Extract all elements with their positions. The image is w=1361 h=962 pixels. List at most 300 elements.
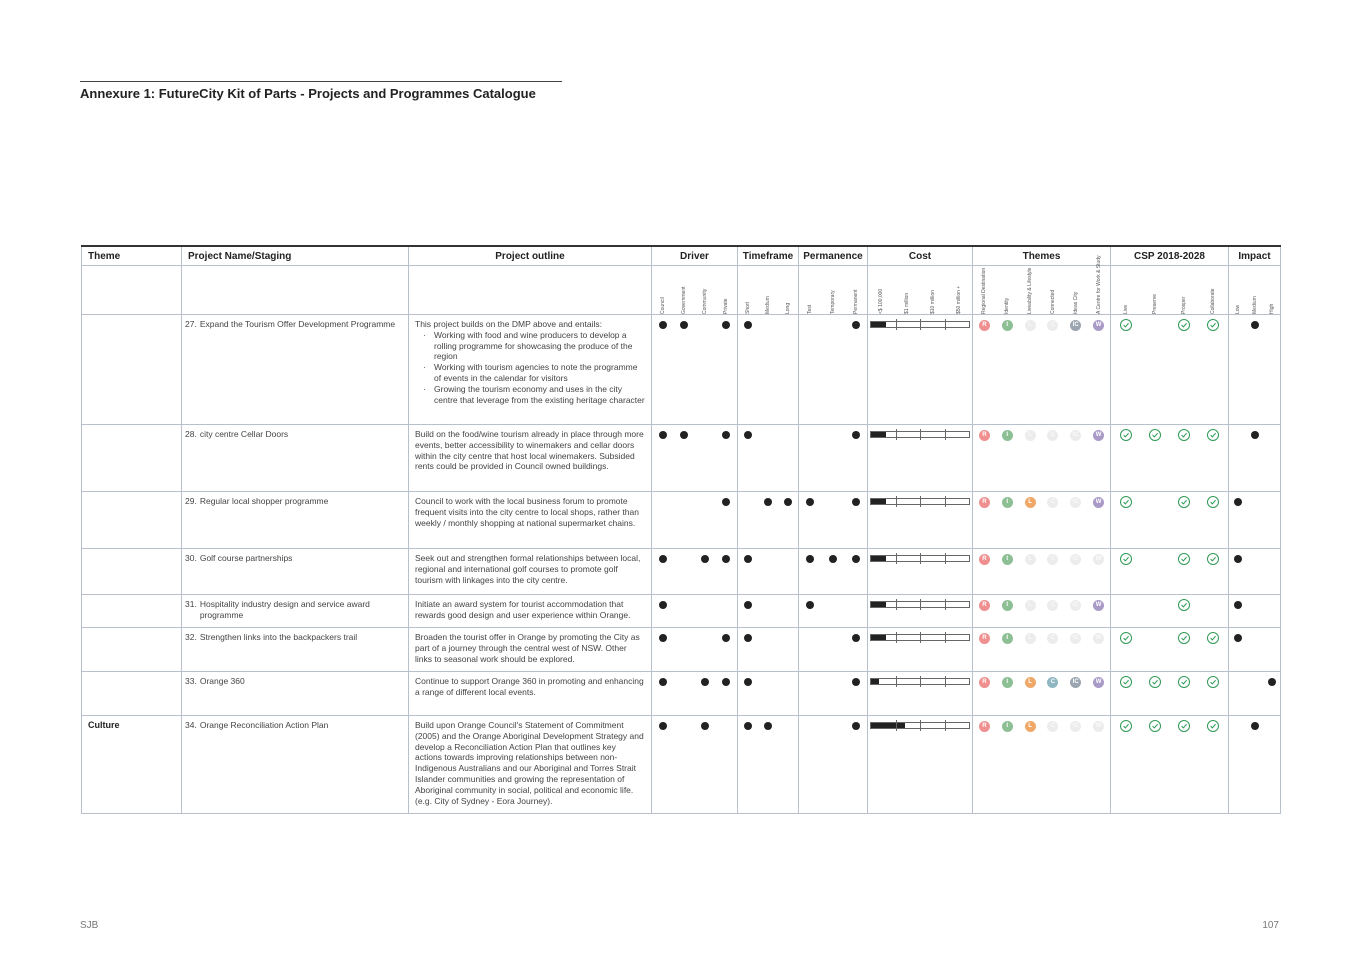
row-themes bbox=[973, 716, 1111, 814]
driver-dot bbox=[722, 678, 730, 686]
impact-slot bbox=[1247, 496, 1263, 508]
theme-badge-c: C bbox=[1047, 320, 1058, 331]
driver-dot bbox=[722, 431, 730, 439]
csp-slot bbox=[1147, 676, 1163, 688]
timeframe-slot bbox=[740, 676, 756, 688]
impact-dot bbox=[1251, 321, 1259, 329]
row-impact bbox=[1229, 549, 1281, 595]
row-timeframe bbox=[738, 628, 799, 672]
driver-slot bbox=[655, 599, 671, 611]
timeframe-marks bbox=[738, 628, 798, 644]
themes-slot bbox=[1091, 429, 1107, 441]
timeframe-marks bbox=[738, 672, 798, 688]
driver-dot bbox=[722, 634, 730, 642]
row-driver bbox=[652, 549, 738, 595]
themes-slot bbox=[999, 676, 1015, 688]
cost-tick bbox=[920, 720, 921, 731]
row-permanence bbox=[799, 549, 868, 595]
csp-slot bbox=[1205, 676, 1221, 688]
themes-slot bbox=[1068, 319, 1084, 331]
themes-slot bbox=[1045, 496, 1061, 508]
cost-tick bbox=[920, 599, 921, 610]
outline-list bbox=[415, 330, 645, 406]
row-cost bbox=[868, 716, 973, 814]
permanence-dot bbox=[852, 498, 860, 506]
themes-slot bbox=[1022, 319, 1038, 331]
theme-badge-r: R bbox=[979, 554, 990, 565]
table-row bbox=[82, 595, 1281, 628]
subheader-label: Collaborate bbox=[1210, 288, 1217, 314]
permanence-marks bbox=[799, 549, 867, 565]
driver-slot bbox=[676, 599, 692, 611]
table-row bbox=[82, 492, 1281, 549]
driver-slot bbox=[676, 553, 692, 565]
page-title: Annexure 1: FutureCity Kit of Parts - Projects and Programmes Catalogue bbox=[80, 86, 536, 101]
timeframe-slot bbox=[780, 496, 796, 508]
table-row bbox=[82, 628, 1281, 672]
theme-badge-ic: IC bbox=[1070, 677, 1081, 688]
driver-marks bbox=[652, 716, 737, 732]
theme-badge-r: R bbox=[979, 320, 990, 331]
check-icon bbox=[1209, 634, 1217, 642]
theme-badge-w: W bbox=[1093, 677, 1104, 688]
cost-tick bbox=[920, 553, 921, 564]
check-icon bbox=[1122, 498, 1130, 506]
theme-badge-c: C bbox=[1047, 554, 1058, 565]
driver-slot bbox=[676, 496, 692, 508]
csp-slot bbox=[1176, 676, 1192, 688]
row-number: 32. bbox=[185, 632, 197, 642]
check-icon bbox=[1122, 722, 1130, 730]
row-outline bbox=[409, 672, 652, 716]
row-permanence bbox=[799, 492, 868, 549]
themes-slot bbox=[1022, 553, 1038, 565]
csp-marks bbox=[1111, 492, 1228, 508]
row-number: 33. bbox=[185, 676, 197, 686]
theme-badge-l: L bbox=[1025, 600, 1036, 611]
row-impact bbox=[1229, 628, 1281, 672]
row-timeframe bbox=[738, 492, 799, 549]
check-icon bbox=[1180, 431, 1188, 439]
header-csp: CSP 2018-2028 bbox=[1111, 246, 1229, 266]
impact-slot bbox=[1264, 429, 1280, 441]
row-project-name bbox=[182, 315, 409, 425]
check-circle-icon bbox=[1178, 319, 1190, 331]
outline-text: Seek out and strengthen formal relationships between local, regional and international golf courses to promote golf tourism with linkages into the city centre. bbox=[415, 553, 641, 585]
cost-tick bbox=[920, 676, 921, 687]
permanence-marks bbox=[799, 716, 867, 732]
driver-slot bbox=[697, 632, 713, 644]
themes-marks bbox=[973, 549, 1110, 565]
row-impact bbox=[1229, 425, 1281, 492]
timeframe-marks bbox=[738, 315, 798, 331]
permanence-slot bbox=[802, 429, 818, 441]
driver-dot bbox=[659, 678, 667, 686]
subheader-label: High bbox=[1268, 303, 1275, 314]
themes-slot bbox=[1045, 553, 1061, 565]
driver-slot bbox=[718, 720, 734, 732]
impact-dot bbox=[1268, 678, 1276, 686]
row-project-name bbox=[182, 672, 409, 716]
row-name-text: Orange 360 bbox=[199, 676, 245, 686]
row-number: 27. bbox=[185, 319, 197, 329]
themes-slot bbox=[1091, 496, 1107, 508]
impact-slot bbox=[1230, 720, 1246, 732]
timeframe-dot bbox=[744, 431, 752, 439]
check-circle-icon bbox=[1120, 676, 1132, 688]
themes-slot bbox=[1022, 599, 1038, 611]
cost-tick bbox=[920, 319, 921, 330]
timeframe-slot bbox=[740, 599, 756, 611]
header-cost: Cost bbox=[868, 246, 973, 266]
footer-left: SJB bbox=[80, 920, 99, 931]
themes-marks bbox=[973, 595, 1110, 611]
check-circle-icon bbox=[1120, 319, 1132, 331]
timeframe-dot bbox=[744, 555, 752, 563]
impact-marks bbox=[1229, 549, 1280, 565]
driver-dot bbox=[659, 601, 667, 609]
cost-bar bbox=[870, 678, 970, 685]
themes-slot bbox=[976, 720, 992, 732]
timeframe-slot bbox=[760, 319, 776, 331]
themes-slot bbox=[976, 553, 992, 565]
subheader-permanence bbox=[799, 266, 868, 315]
check-circle-icon bbox=[1120, 632, 1132, 644]
row-permanence bbox=[799, 628, 868, 672]
check-icon bbox=[1180, 634, 1188, 642]
theme-badge-c: C bbox=[1047, 633, 1058, 644]
row-timeframe bbox=[738, 549, 799, 595]
driver-slot bbox=[676, 676, 692, 688]
permanence-dot bbox=[852, 678, 860, 686]
timeframe-slot bbox=[780, 319, 796, 331]
theme-badge-ic: IC bbox=[1070, 721, 1081, 732]
theme-badge-l: L bbox=[1025, 721, 1036, 732]
subheader-timeframe bbox=[738, 266, 799, 315]
cost-bar bbox=[870, 321, 970, 328]
theme-badge-l: L bbox=[1025, 320, 1036, 331]
row-project-name bbox=[182, 549, 409, 595]
outline-text: Broaden the tourist offer in Orange by promoting the City as part of a journey through the central west of NSW. Other links to seasonal work should be explored. bbox=[415, 632, 640, 664]
timeframe-dot bbox=[744, 722, 752, 730]
cost-bar bbox=[870, 555, 970, 562]
subheader-label: Live bbox=[1122, 304, 1129, 314]
timeframe-marks bbox=[738, 549, 798, 565]
csp-slot bbox=[1118, 632, 1134, 644]
timeframe-slot bbox=[740, 632, 756, 644]
cost-bar-fill bbox=[871, 723, 905, 728]
driver-slot bbox=[676, 632, 692, 644]
row-outline bbox=[409, 595, 652, 628]
csp-slot bbox=[1176, 429, 1192, 441]
cost-bar-fill bbox=[871, 602, 886, 607]
theme-badge-r: R bbox=[979, 721, 990, 732]
permanence-dot bbox=[806, 555, 814, 563]
themes-slot bbox=[976, 676, 992, 688]
theme-badge-ic: IC bbox=[1070, 497, 1081, 508]
outline-text: Initiate an award system for tourist accommodation that rewards good design and user experience within Orange. bbox=[415, 599, 631, 620]
check-circle-icon bbox=[1120, 553, 1132, 565]
subheader-label: $50 million + bbox=[956, 285, 962, 314]
driver-marks bbox=[652, 425, 737, 441]
check-circle-icon bbox=[1178, 720, 1190, 732]
csp-slot bbox=[1147, 319, 1163, 331]
driver-dot bbox=[680, 431, 688, 439]
csp-slot bbox=[1205, 319, 1221, 331]
permanence-slot bbox=[802, 632, 818, 644]
csp-marks bbox=[1111, 595, 1228, 611]
themes-slot bbox=[1091, 676, 1107, 688]
subheader-impact bbox=[1229, 266, 1281, 315]
row-permanence bbox=[799, 315, 868, 425]
row-permanence bbox=[799, 595, 868, 628]
row-outline bbox=[409, 628, 652, 672]
timeframe-slot bbox=[780, 676, 796, 688]
subheader-label: Test bbox=[807, 304, 814, 314]
check-icon bbox=[1180, 601, 1188, 609]
check-circle-icon bbox=[1120, 429, 1132, 441]
cost-bar-fill bbox=[871, 679, 879, 684]
subheader-label: Low bbox=[1234, 304, 1241, 314]
impact-slot bbox=[1247, 599, 1263, 611]
driver-slot bbox=[655, 319, 671, 331]
theme-badge-l: L bbox=[1025, 677, 1036, 688]
check-circle-icon bbox=[1178, 553, 1190, 565]
cost-tick bbox=[896, 553, 897, 564]
csp-slot bbox=[1205, 496, 1221, 508]
timeframe-slot bbox=[760, 429, 776, 441]
header-themes: Themes bbox=[973, 246, 1111, 266]
header-driver: Driver bbox=[652, 246, 738, 266]
row-number: 31. bbox=[185, 599, 197, 609]
check-icon bbox=[1122, 678, 1130, 686]
timeframe-dot bbox=[744, 321, 752, 329]
row-cost bbox=[868, 315, 973, 425]
table-row bbox=[82, 425, 1281, 492]
check-icon bbox=[1122, 634, 1130, 642]
themes-slot bbox=[1045, 599, 1061, 611]
csp-slot bbox=[1176, 599, 1192, 611]
check-icon bbox=[1209, 321, 1217, 329]
subheader-label: $1 million bbox=[904, 292, 910, 314]
row-timeframe bbox=[738, 716, 799, 814]
permanence-slot bbox=[848, 429, 864, 441]
row-theme bbox=[82, 315, 182, 425]
subheader-label: Ideas City bbox=[1072, 291, 1079, 314]
driver-slot bbox=[718, 632, 734, 644]
cost-bar-fill bbox=[871, 499, 886, 504]
themes-slot bbox=[999, 496, 1015, 508]
csp-slot bbox=[1205, 429, 1221, 441]
impact-marks bbox=[1229, 492, 1280, 508]
check-circle-icon bbox=[1207, 319, 1219, 331]
driver-marks bbox=[652, 315, 737, 331]
csp-marks bbox=[1111, 672, 1228, 688]
theme-badge-w: W bbox=[1093, 554, 1104, 565]
impact-slot bbox=[1230, 599, 1246, 611]
driver-dot bbox=[701, 555, 709, 563]
theme-badge-r: R bbox=[979, 600, 990, 611]
row-project-name bbox=[182, 425, 409, 492]
driver-slot bbox=[697, 720, 713, 732]
permanence-slot bbox=[825, 599, 841, 611]
driver-marks bbox=[652, 492, 737, 508]
driver-slot bbox=[655, 632, 671, 644]
permanence-slot bbox=[802, 319, 818, 331]
impact-slot bbox=[1247, 632, 1263, 644]
cost-tick bbox=[896, 319, 897, 330]
csp-slot bbox=[1147, 496, 1163, 508]
csp-marks bbox=[1111, 716, 1228, 732]
cost-bar bbox=[870, 722, 970, 729]
themes-slot bbox=[1068, 720, 1084, 732]
csp-slot bbox=[1205, 599, 1221, 611]
permanence-slot bbox=[848, 319, 864, 331]
driver-slot bbox=[697, 496, 713, 508]
csp-slot bbox=[1147, 553, 1163, 565]
impact-marks bbox=[1229, 315, 1280, 331]
permanence-slot bbox=[848, 553, 864, 565]
impact-marks bbox=[1229, 716, 1280, 732]
theme-badge-i: I bbox=[1002, 677, 1013, 688]
driver-slot bbox=[697, 599, 713, 611]
driver-slot bbox=[676, 319, 692, 331]
subheader-label: A Centre for Work & Study bbox=[1095, 255, 1102, 314]
themes-slot bbox=[999, 720, 1015, 732]
driver-slot bbox=[718, 599, 734, 611]
outline-text: Council to work with the local business forum to promote frequent visits into the city centre to local shops, rather than weekly / monthly shopping at national supermarket chains. bbox=[415, 496, 639, 528]
row-theme bbox=[82, 492, 182, 549]
cost-tick bbox=[896, 676, 897, 687]
row-timeframe bbox=[738, 315, 799, 425]
row-timeframe bbox=[738, 672, 799, 716]
row-number: 34. bbox=[185, 720, 197, 730]
row-permanence bbox=[799, 425, 868, 492]
permanence-dot bbox=[806, 498, 814, 506]
row-csp bbox=[1111, 595, 1229, 628]
check-circle-icon bbox=[1207, 429, 1219, 441]
impact-slot bbox=[1247, 720, 1263, 732]
theme-badge-i: I bbox=[1002, 633, 1013, 644]
cost-tick bbox=[945, 553, 946, 564]
cost-tick bbox=[896, 429, 897, 440]
theme-badge-r: R bbox=[979, 677, 990, 688]
impact-slot bbox=[1247, 429, 1263, 441]
row-theme: Culture bbox=[82, 716, 182, 814]
subheader-blank bbox=[182, 266, 409, 315]
check-icon bbox=[1180, 498, 1188, 506]
theme-badge-i: I bbox=[1002, 497, 1013, 508]
themes-slot bbox=[1068, 676, 1084, 688]
theme-badge-r: R bbox=[979, 430, 990, 441]
row-themes bbox=[973, 672, 1111, 716]
driver-marks bbox=[652, 628, 737, 644]
csp-slot bbox=[1147, 429, 1163, 441]
timeframe-marks bbox=[738, 716, 798, 732]
driver-slot bbox=[697, 676, 713, 688]
themes-slot bbox=[999, 553, 1015, 565]
timeframe-slot bbox=[760, 720, 776, 732]
row-project-name bbox=[182, 595, 409, 628]
row-driver bbox=[652, 315, 738, 425]
timeframe-marks bbox=[738, 492, 798, 508]
row-outline bbox=[409, 315, 652, 425]
theme-badge-c: C bbox=[1047, 721, 1058, 732]
driver-dot bbox=[680, 321, 688, 329]
impact-slot bbox=[1230, 632, 1246, 644]
driver-dot bbox=[722, 321, 730, 329]
check-circle-icon bbox=[1178, 632, 1190, 644]
impact-slot bbox=[1264, 553, 1280, 565]
row-driver bbox=[652, 628, 738, 672]
check-icon bbox=[1209, 722, 1217, 730]
timeframe-slot bbox=[760, 632, 776, 644]
check-circle-icon bbox=[1178, 599, 1190, 611]
timeframe-slot bbox=[760, 553, 776, 565]
csp-marks bbox=[1111, 549, 1228, 565]
row-themes bbox=[973, 315, 1111, 425]
driver-slot bbox=[697, 319, 713, 331]
themes-slot bbox=[1022, 720, 1038, 732]
themes-slot bbox=[999, 632, 1015, 644]
permanence-slot bbox=[825, 319, 841, 331]
cost-tick bbox=[945, 632, 946, 643]
subheader-label: <$ 100,000 bbox=[878, 288, 884, 314]
timeframe-dot bbox=[764, 722, 772, 730]
row-impact bbox=[1229, 315, 1281, 425]
timeframe-slot bbox=[740, 553, 756, 565]
cost-bar bbox=[870, 634, 970, 641]
themes-slot bbox=[999, 599, 1015, 611]
themes-slot bbox=[999, 319, 1015, 331]
check-circle-icon bbox=[1178, 496, 1190, 508]
themes-slot bbox=[1091, 553, 1107, 565]
themes-slot bbox=[976, 496, 992, 508]
outline-text: Build on the food/wine tourism already in place through more events, better accessibility to winemakers and cellar doors within the city centre that host local winemakers. Subsided rents could be provided in Council owned buildings. bbox=[415, 429, 644, 472]
permanence-slot bbox=[848, 632, 864, 644]
driver-dot bbox=[659, 634, 667, 642]
csp-marks bbox=[1111, 628, 1228, 644]
subheader-label: Prosper bbox=[1181, 296, 1188, 314]
subheader-label: Long bbox=[785, 302, 791, 314]
themes-marks bbox=[973, 672, 1110, 688]
themes-slot bbox=[1091, 599, 1107, 611]
csp-slot bbox=[1176, 720, 1192, 732]
impact-slot bbox=[1230, 429, 1246, 441]
themes-slot bbox=[976, 319, 992, 331]
outline-text: Build upon Orange Council's Statement of Commitment (2005) and the Orange Aboriginal Development Strategy and develop a Reconciliation Action Plan that outlines key actions towards improving relationships between non-Indigenous Australians and our Aboriginal and Torres Strait Islander communities and growing the representation of Aboriginal community in social, political and economic life. (e.g. City of Sydney - Eora Journey). bbox=[415, 720, 644, 806]
check-icon bbox=[1122, 555, 1130, 563]
csp-slot bbox=[1118, 496, 1134, 508]
table-body bbox=[82, 315, 1281, 814]
subheader-label: Government bbox=[680, 286, 687, 314]
driver-slot bbox=[718, 496, 734, 508]
driver-dot bbox=[701, 678, 709, 686]
table-row bbox=[82, 672, 1281, 716]
theme-badge-c: C bbox=[1047, 497, 1058, 508]
impact-marks bbox=[1229, 672, 1280, 688]
impact-dot bbox=[1234, 498, 1242, 506]
permanence-marks bbox=[799, 492, 867, 508]
impact-slot bbox=[1230, 319, 1246, 331]
permanence-dot bbox=[852, 321, 860, 329]
themes-slot bbox=[976, 632, 992, 644]
cost-tick bbox=[945, 676, 946, 687]
permanence-slot bbox=[802, 720, 818, 732]
themes-slot bbox=[1022, 429, 1038, 441]
cost-bar-fill bbox=[871, 432, 886, 437]
driver-dot bbox=[722, 555, 730, 563]
